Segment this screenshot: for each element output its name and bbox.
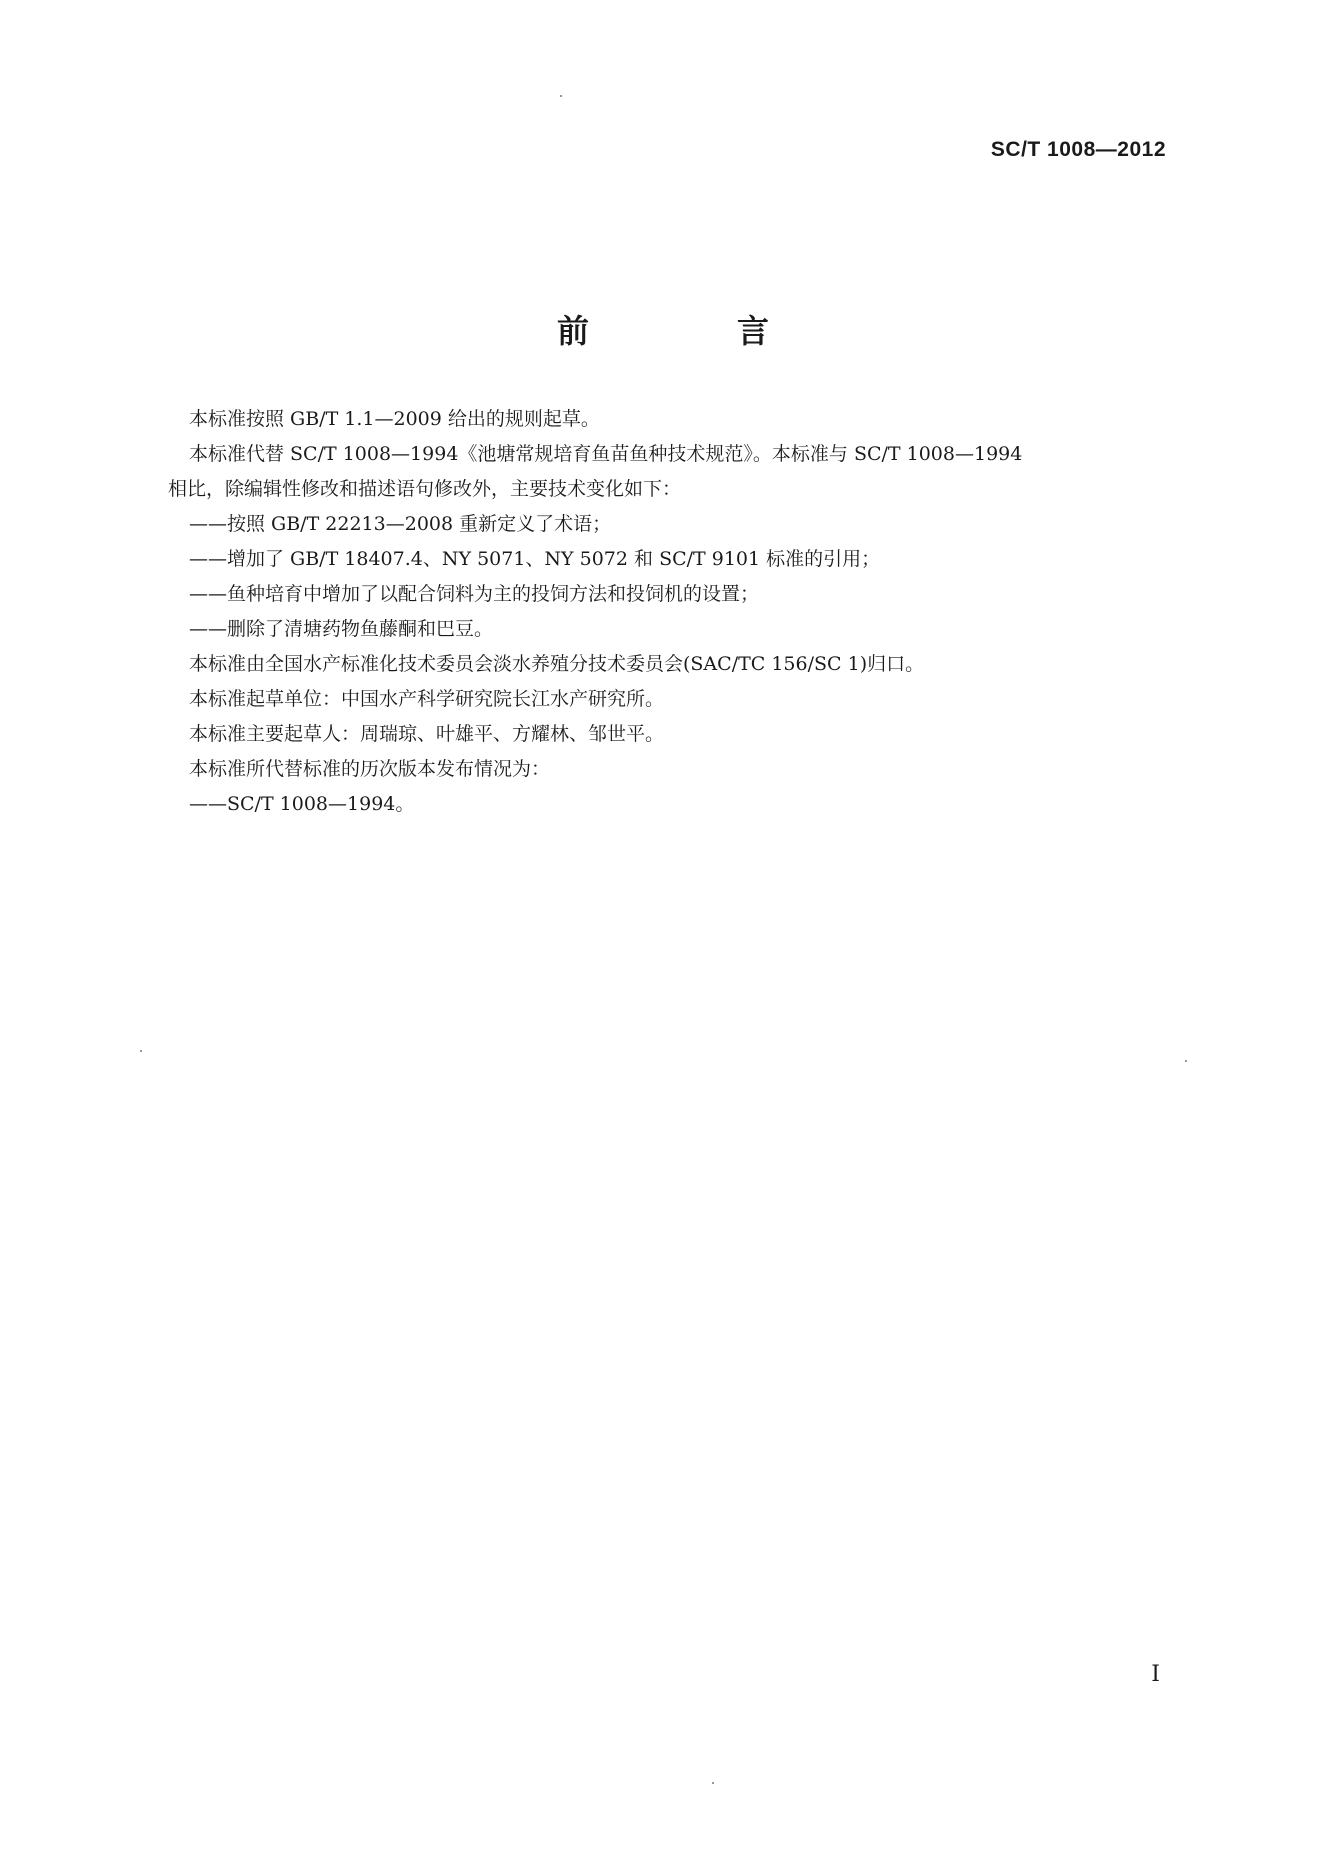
page-title: 前 言 [556, 312, 827, 350]
list-item: ——删除了清塘药物鱼藤酮和巴豆。 [189, 618, 494, 640]
list-item: ——SC/T 1008—1994。 [189, 793, 415, 815]
scan-speck [1185, 1060, 1187, 1062]
paragraph-committee: 本标准由全国水产标准化技术委员会淡水养殖分技术委员会(SAC/TC 156/SC 1)归口。 [189, 653, 925, 675]
paragraph-drafters: 本标准主要起草人：周瑞琼、叶雄平、方耀林、邹世平。 [189, 723, 665, 745]
scan-speck [140, 1050, 142, 1052]
list-item: ——按照 GB/T 22213—2008 重新定义了术语； [189, 513, 612, 535]
paragraph-replacement-line2: 相比，除编辑性修改和描述语句修改外，主要技术变化如下： [168, 478, 682, 500]
paragraph-replacement-line1: 本标准代替 SC/T 1008—1994《池塘常规培育鱼苗鱼种技术规范》。本标准与 SC/T 1008—1994 [189, 443, 1023, 465]
standard-code: SC/T 1008—2012 [990, 138, 1166, 161]
page-number: I [1151, 1662, 1160, 1687]
paragraph-drafting-unit: 本标准起草单位：中国水产科学研究院长江水产研究所。 [189, 688, 665, 710]
list-item: ——鱼种培育中增加了以配合饲料为主的投饲方法和投饲机的设置； [189, 583, 760, 605]
list-item: ——增加了 GB/T 18407.4、NY 5071、NY 5072 和 SC/T 9101 标准的引用； [189, 548, 881, 570]
foreword-body [168, 402, 1168, 822]
paragraph-drafting-rules: 本标准按照 GB/T 1.1—2009 给出的规则起草。 [189, 408, 600, 430]
scan-speck [712, 1782, 714, 1784]
paragraph-history-intro: 本标准所代替标准的历次版本发布情况为： [189, 758, 551, 780]
scan-speck [560, 95, 562, 97]
